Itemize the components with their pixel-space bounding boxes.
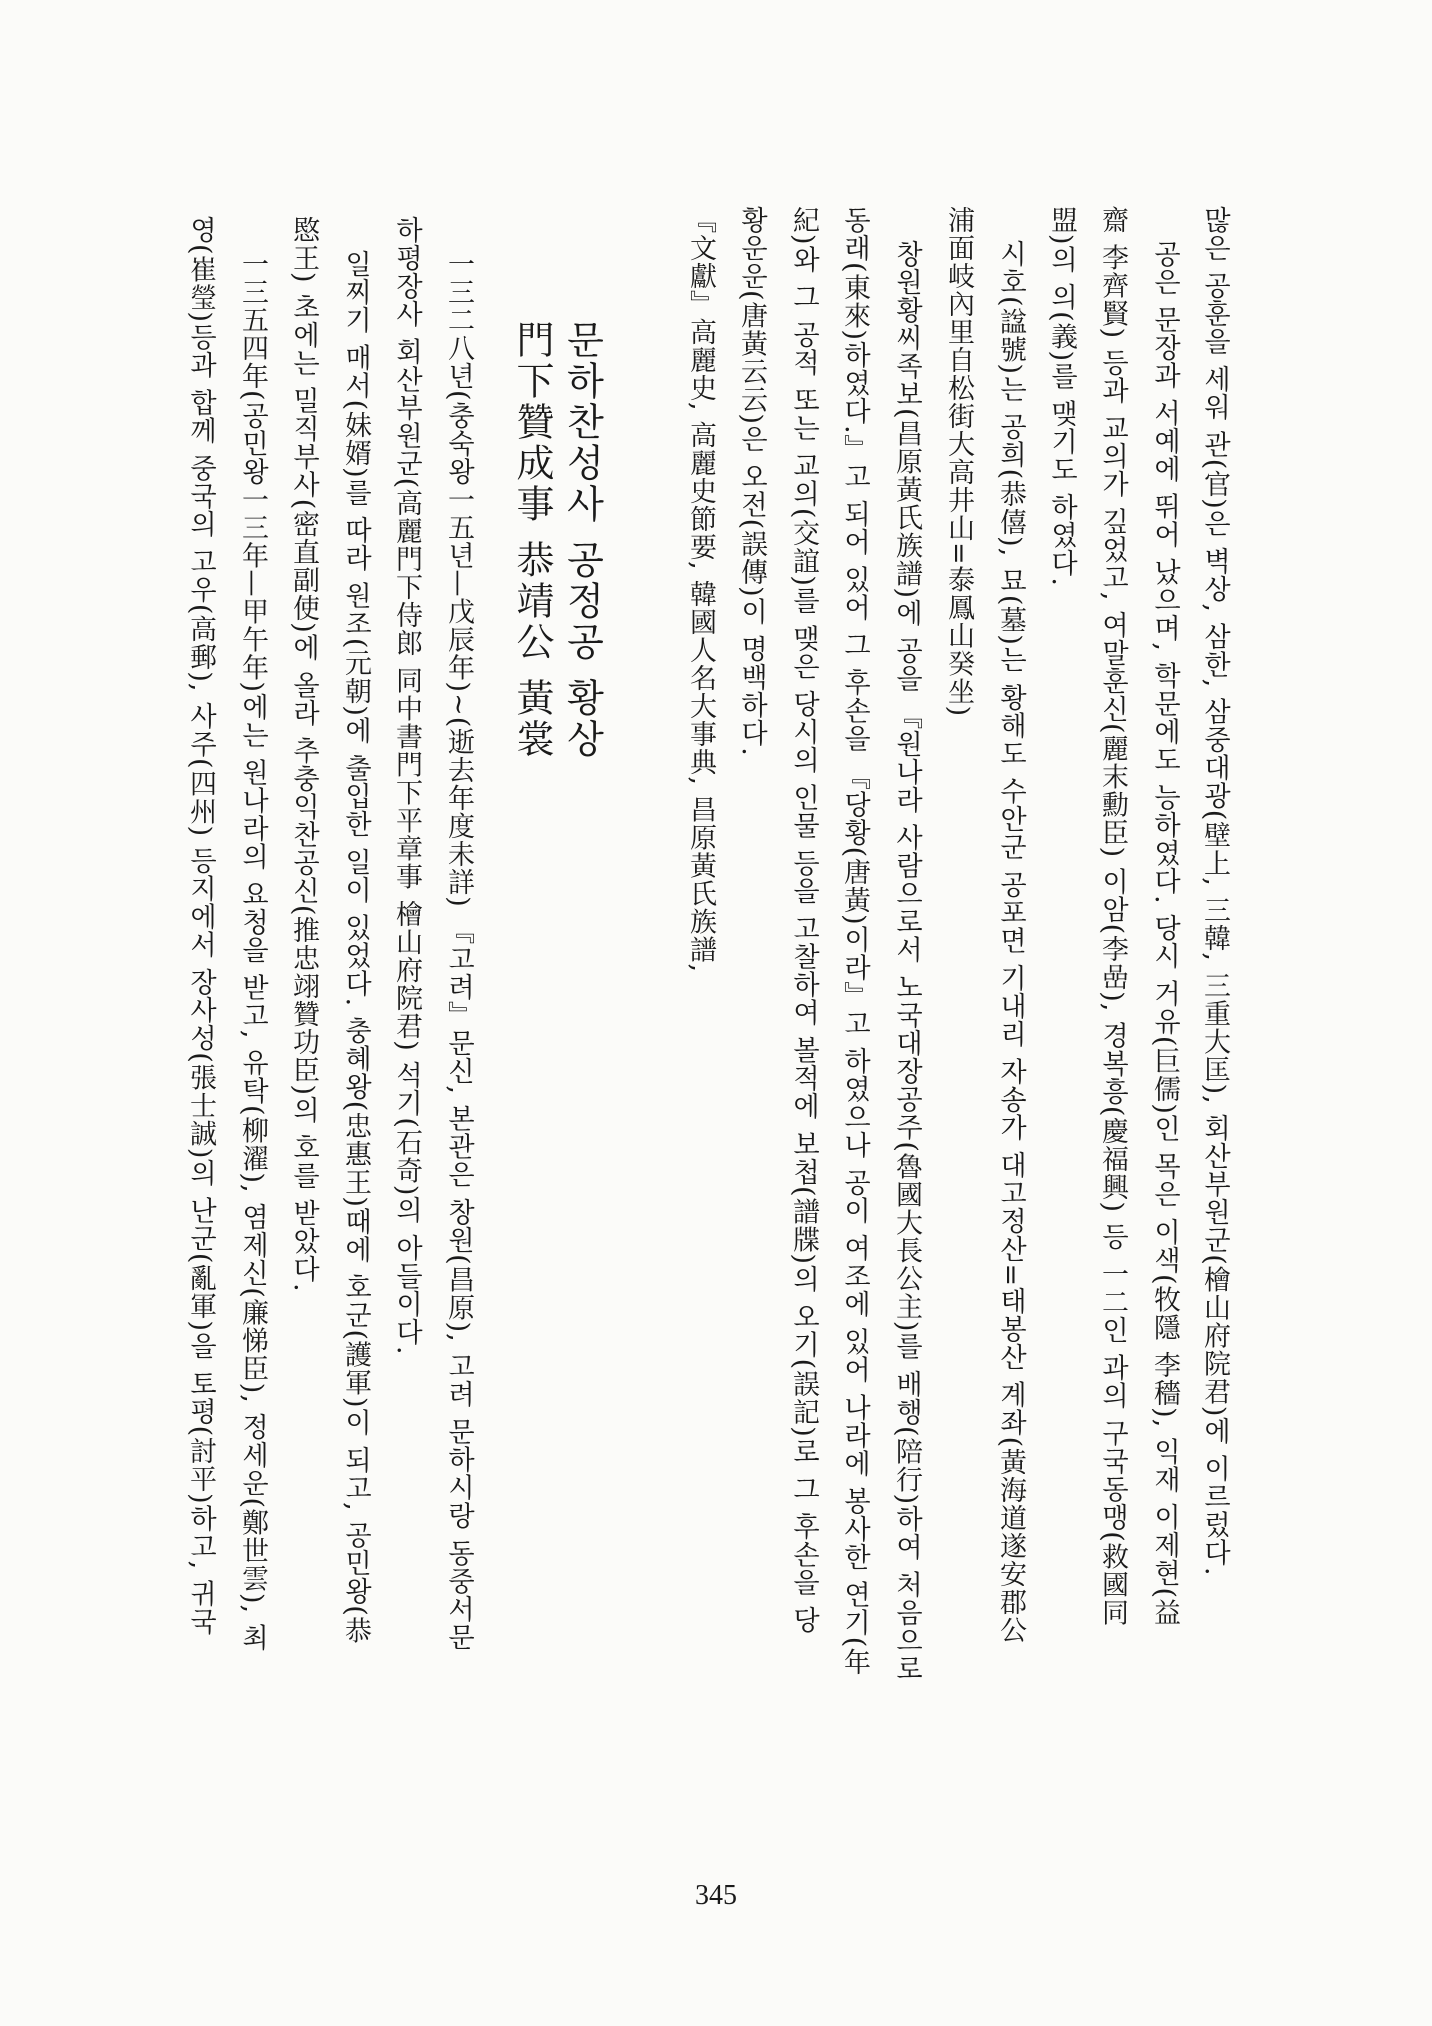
- text-line: 시호(諡號)는 공희(恭僖), 묘(墓)는 황해도 수안군 공포면 기내리 자송가 대고정산=태봉산 계좌(黃海道遂安郡公: [995, 240, 1026, 1645]
- entry-title-hanja: 門下贊成事 恭靖公 黃裳: [510, 320, 554, 761]
- text-line: 황운운(唐黃云云)은 오전(誤傳)이 명백하다.: [736, 206, 767, 757]
- text-line: 영(崔瑩)등과 합께 중국의 고우(高郵), 사주(四州) 등지에서 장사성(張士誠)의 난군(亂軍)을 토평(討平)하고, 귀국: [185, 216, 216, 1636]
- text-line: 많은 공훈을 세워 관(官)은 벽상, 삼한, 삼중대광(壁上, 三韓, 三重大匡), 회산부원군(檜山府院君)에 이르렀다.: [1199, 206, 1230, 1577]
- text-line: 齋 李齊賢) 등과 교의가 깊었고, 여말훈신(麗末勳臣) 이암(李嵒), 경복흥(慶福興) 등 一二인 과의 구국동맹(救國同: [1097, 206, 1128, 1627]
- text-line: 일찌기 매서(妹婿)를 따라 원조(元朝)에 출입한 일이 있었다. 충혜왕(忠惠王)때에 호군(護軍)이 되고, 공민왕(恭: [340, 250, 371, 1645]
- text-line: 愍王) 초에는 밀직부사(密直副使)에 올라 추충익찬공신(推忠翊贊功臣)의 호를 받았다.: [288, 216, 319, 1293]
- text-line: 『文獻』高麗史, 高麗史節要, 韓國人名大事典, 昌原黃氏族譜,: [685, 206, 716, 974]
- text-line: 盟)의 의(義)를 맺기도 하였다.: [1046, 206, 1077, 587]
- text-line: 浦面岐內里自松街大高井山=泰鳳山癸坐): [943, 206, 974, 718]
- text-line: 창원황씨족보(昌原黃氏族譜)에 공을 『원나라 사람으로서 노국대장공주(魯國大長公主)를 배행(陪行)하여 처음으로: [891, 240, 922, 1683]
- entry-title-hangul: 문하찬성사 공정공 황상: [560, 320, 604, 761]
- text-line: 동래(東來)하였다.』고 되어 있어 그 후손을 『당황(唐黃)이라』고 하였으나 공이 여조에 있어 나라에 봉사한 연기(年: [839, 206, 870, 1677]
- text-line: 하평장사 회산부원군(高麗門下侍郎 同中書門下平章事 檜山府院君) 석기(石奇)의 아들이다.: [391, 216, 422, 1356]
- page-number: 345: [695, 1880, 737, 1911]
- text-line: 공은 문장과 서예에 뛰어 났으며, 학문에도 능하였다. 당시 거유(巨儒)인 목은 이색(牧隱 李穡), 익재 이제현(益: [1149, 240, 1180, 1627]
- text-line: 一三二八년(충숙왕一五년—戊辰年)~(逝去年度未詳) 『고려』문신, 본관은 창원(昌原), 고려 문하시랑 동중서문: [443, 250, 474, 1652]
- text-line: 一三五四年(공민왕一三年—甲午年)에는 원나라의 요청을 받고, 유탁(柳濯), 염제신(廉悌臣), 정세운(鄭世雲), 최: [237, 250, 268, 1652]
- text-line: 紀)와 그 공적 또는 교의(交誼)를 맺은 당시의 인물 등을 고찰하여 볼적에 보첩(譜牒)의 오기(誤記)로 그 후손을 당: [788, 206, 819, 1635]
